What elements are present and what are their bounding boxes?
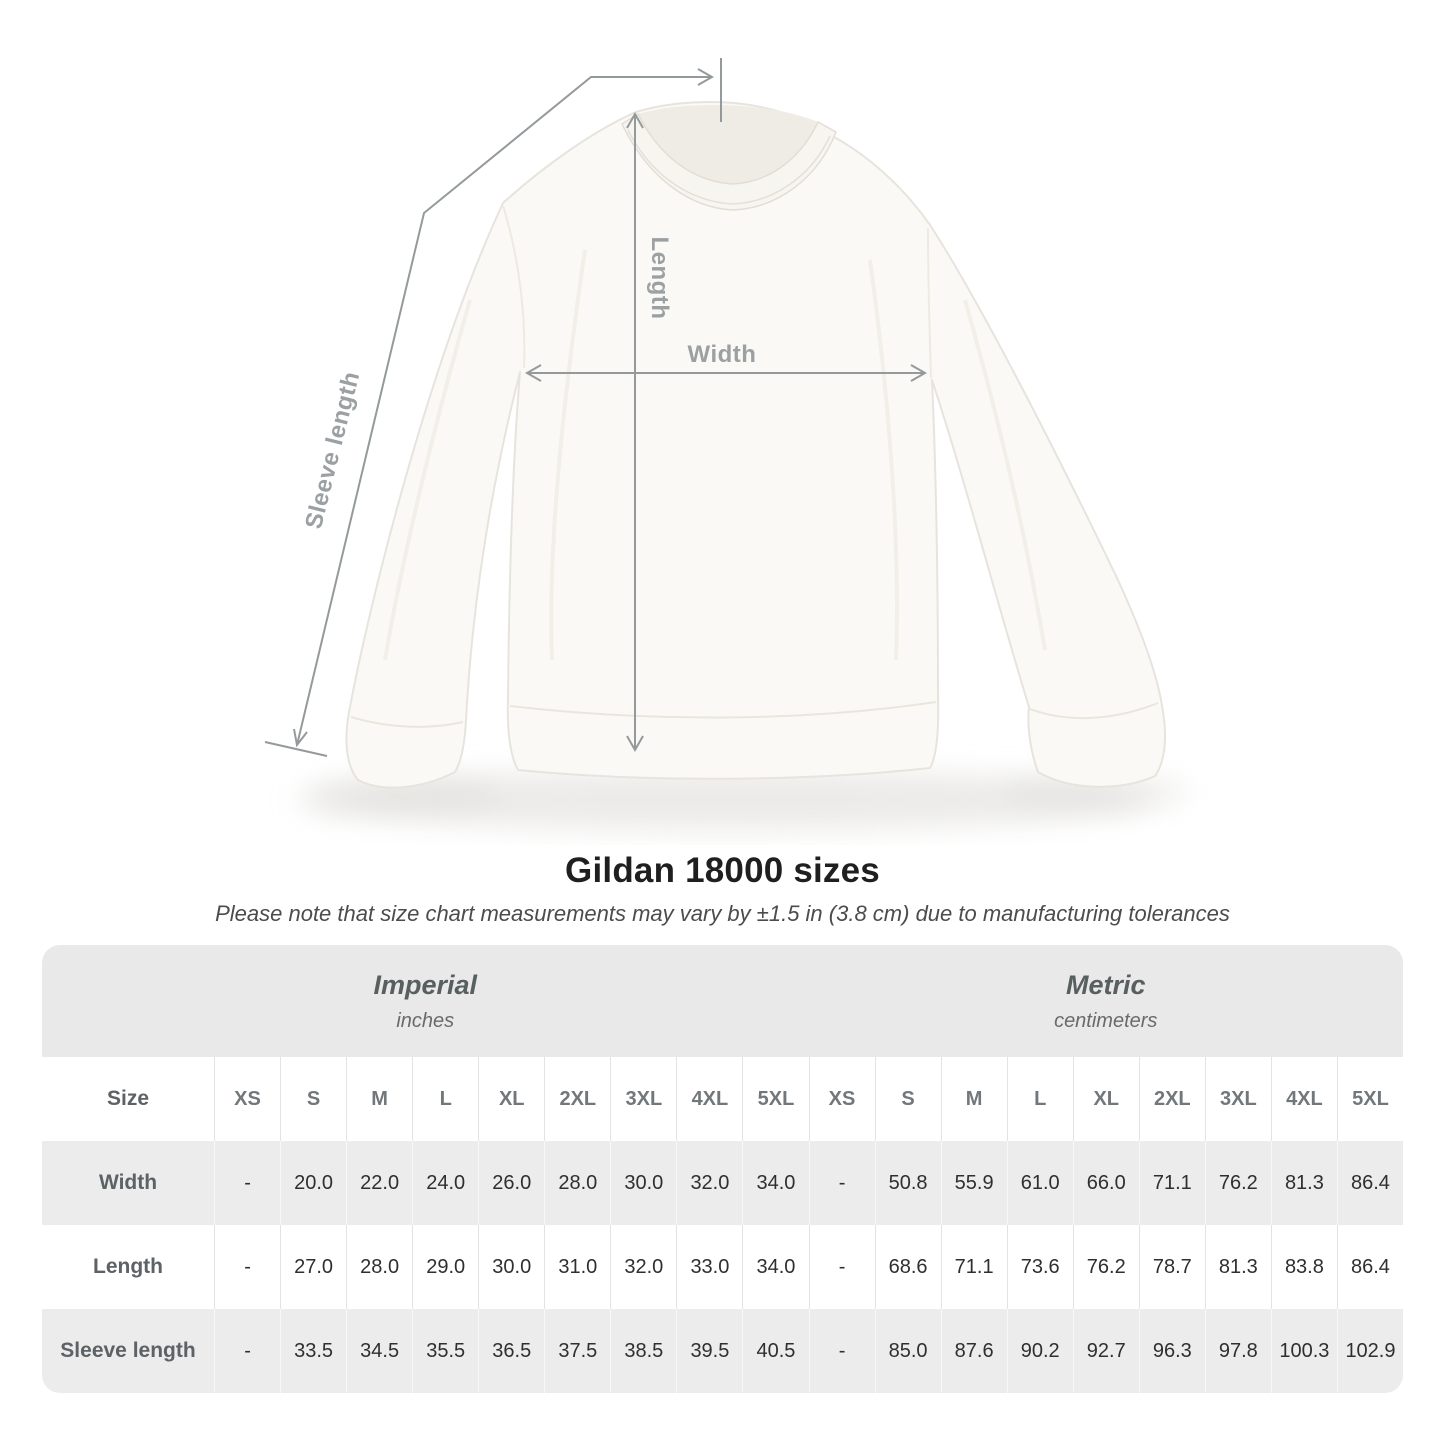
size-header-3xl-metric: 3XL [1205, 1057, 1271, 1141]
value-cell: 27.0 [280, 1225, 346, 1309]
length-measure-label: Length [646, 236, 673, 320]
tolerance-note: Please note that size chart measurements may vary by ±1.5 in (3.8 cm) due to manufacturing tolerances [215, 901, 1230, 926]
value-cell: 24.0 [412, 1141, 478, 1225]
size-header-l-metric: L [1007, 1057, 1073, 1141]
value-cell: 61.0 [1007, 1141, 1073, 1225]
value-cell: 81.3 [1205, 1225, 1271, 1309]
value-cell: 22.0 [346, 1141, 412, 1225]
sleeve-length-measure-label: Sleeve length [300, 368, 366, 532]
value-cell: 90.2 [1007, 1309, 1073, 1393]
value-cell: 100.3 [1271, 1309, 1337, 1393]
size-header-5xl-imperial: 5XL [742, 1057, 808, 1141]
value-cell: 71.1 [1139, 1141, 1205, 1225]
value-cell: 37.5 [544, 1309, 610, 1393]
value-cell: 32.0 [610, 1225, 676, 1309]
value-cell: 36.5 [478, 1309, 544, 1393]
size-header-4xl-imperial: 4XL [676, 1057, 742, 1141]
size-header-5xl-metric: 5XL [1337, 1057, 1403, 1141]
size-header-xs-imperial: XS [214, 1057, 280, 1141]
value-cell: - [809, 1141, 875, 1225]
row-label: Width [42, 1141, 214, 1225]
row-label: Length [42, 1225, 214, 1309]
value-cell: 35.5 [412, 1309, 478, 1393]
value-cell: - [809, 1309, 875, 1393]
value-cell: - [214, 1141, 280, 1225]
value-cell: 32.0 [676, 1141, 742, 1225]
value-cell: 39.5 [676, 1309, 742, 1393]
size-column-header: Size [42, 1057, 214, 1141]
value-cell: 87.6 [941, 1309, 1007, 1393]
value-cell: 34.5 [346, 1309, 412, 1393]
value-cell: 71.1 [941, 1225, 1007, 1309]
value-cell: 34.0 [742, 1225, 808, 1309]
width-measure-label: Width [687, 341, 757, 368]
value-cell: - [214, 1225, 280, 1309]
group-name-label: Metric [1065, 969, 1146, 1000]
value-cell: 86.4 [1337, 1141, 1403, 1225]
value-cell: 50.8 [875, 1141, 941, 1225]
size-header-l-imperial: L [412, 1057, 478, 1141]
value-cell: 81.3 [1271, 1141, 1337, 1225]
value-cell: 31.0 [544, 1225, 610, 1309]
size-table [42, 945, 1403, 1393]
group-unit-label: inches [396, 1009, 455, 1032]
size-header-4xl-metric: 4XL [1271, 1057, 1337, 1141]
value-cell: - [214, 1309, 280, 1393]
row-label: Sleeve length [42, 1309, 214, 1393]
page-title: Gildan 18000 sizes [565, 851, 880, 890]
value-cell: 76.2 [1073, 1225, 1139, 1309]
size-header-2xl-imperial: 2XL [544, 1057, 610, 1141]
value-cell: 29.0 [412, 1225, 478, 1309]
size-header-xs-metric: XS [809, 1057, 875, 1141]
value-cell: 38.5 [610, 1309, 676, 1393]
value-cell: 34.0 [742, 1141, 808, 1225]
value-cell: - [809, 1225, 875, 1309]
group-name-label: Imperial [373, 969, 478, 1000]
size-header-xl-metric: XL [1073, 1057, 1139, 1141]
group-header-metric [809, 945, 1404, 1057]
sweatshirt-illustration [346, 102, 1165, 788]
value-cell: 85.0 [875, 1309, 941, 1393]
value-cell: 20.0 [280, 1141, 346, 1225]
value-cell: 102.9 [1337, 1309, 1403, 1393]
size-header-3xl-imperial: 3XL [610, 1057, 676, 1141]
size-header-m-metric: M [941, 1057, 1007, 1141]
value-cell: 92.7 [1073, 1309, 1139, 1393]
value-cell: 97.8 [1205, 1309, 1271, 1393]
value-cell: 40.5 [742, 1309, 808, 1393]
group-unit-label: centimeters [1054, 1009, 1158, 1032]
value-cell: 86.4 [1337, 1225, 1403, 1309]
value-cell: 78.7 [1139, 1225, 1205, 1309]
size-header-m-imperial: M [346, 1057, 412, 1141]
value-cell: 30.0 [610, 1141, 676, 1225]
value-cell: 55.9 [941, 1141, 1007, 1225]
size-header-2xl-metric: 2XL [1139, 1057, 1205, 1141]
group-header-imperial [42, 945, 809, 1057]
value-cell: 68.6 [875, 1225, 941, 1309]
value-cell: 26.0 [478, 1141, 544, 1225]
size-header-s-imperial: S [280, 1057, 346, 1141]
value-cell: 33.5 [280, 1309, 346, 1393]
value-cell: 66.0 [1073, 1141, 1139, 1225]
value-cell: 73.6 [1007, 1225, 1073, 1309]
value-cell: 76.2 [1205, 1141, 1271, 1225]
value-cell: 28.0 [544, 1141, 610, 1225]
value-cell: 96.3 [1139, 1309, 1205, 1393]
value-cell: 30.0 [478, 1225, 544, 1309]
size-header-xl-imperial: XL [478, 1057, 544, 1141]
value-cell: 33.0 [676, 1225, 742, 1309]
size-header-s-metric: S [875, 1057, 941, 1141]
value-cell: 83.8 [1271, 1225, 1337, 1309]
value-cell: 28.0 [346, 1225, 412, 1309]
